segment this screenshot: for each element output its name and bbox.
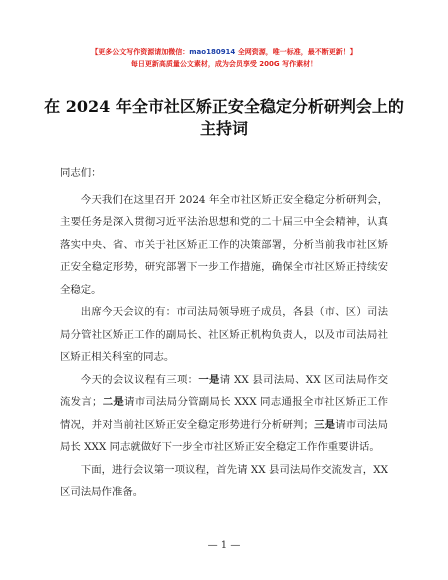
agenda-item1: 请 XX 县司法局、XX 区司法局作交流发言； — [60, 373, 389, 408]
agenda-item2-label: 二是 — [102, 396, 125, 408]
agenda-intro: 今天的会议议程有三项： — [80, 373, 199, 386]
agenda-item1-label: 一是 — [198, 373, 220, 386]
document-body — [60, 162, 388, 504]
paragraph-first-item: 下面，进行会议第一项议程，首先请 XX 县司法局作交流发言，XX 区司法局作准备。 — [60, 463, 388, 498]
promo-banner-line1 — [0, 46, 448, 58]
document-title: 在 2024 年全市社区矫正安全稳定分析研判会上的主持词 — [44, 97, 404, 138]
page-number: — 1 — — [207, 540, 241, 551]
agenda-item3: 请市司法局局长 XXX 同志就做好下一步全市社区矫正安全稳定工作作重要讲话。 — [60, 418, 389, 453]
promo-suffix: 全网资源，唯一标准，最不断更新！】 — [235, 48, 357, 56]
salutation: 同志们： — [60, 167, 102, 179]
paragraph-agenda — [60, 369, 388, 459]
promo-wechat-id: mao180914 — [189, 48, 236, 56]
paragraph-opening: 今天我们在这里召开 2024 年全市社区矫正安全稳定分析研判会，主要任务是深入贯彻习近平法治思想和党的二十届三中全会精神，认真落实中央、省、市关于社区矫正工作的决策部署，分析当前我市社区矫正安全稳定形势，研究部署下一步工作措施，确保全市社区矫正持续安全稳定。 — [60, 193, 388, 296]
promo-banner — [0, 46, 448, 70]
paragraph-attendees: 出席今天会议的有：市司法局领导班子成员，各县（市、区）司法局分管社区矫正工作的副局长、社区矫正机构负责人，以及市司法局社区矫正相关科室的同志。 — [60, 306, 388, 363]
agenda-item3-label: 三是 — [313, 418, 336, 431]
promo-banner-line2: 每日更新高质量公文素材，成为会员享受 200G 写作素材！ — [130, 60, 318, 68]
agenda-item2: 请市司法局分管副局长 XXX 同志通报全市社区矫正工作情况，并对当前社区矫正安全稳定形势进行分析研判； — [60, 396, 389, 431]
promo-prefix: 【更多公文写作资源请加微信： — [91, 48, 190, 56]
